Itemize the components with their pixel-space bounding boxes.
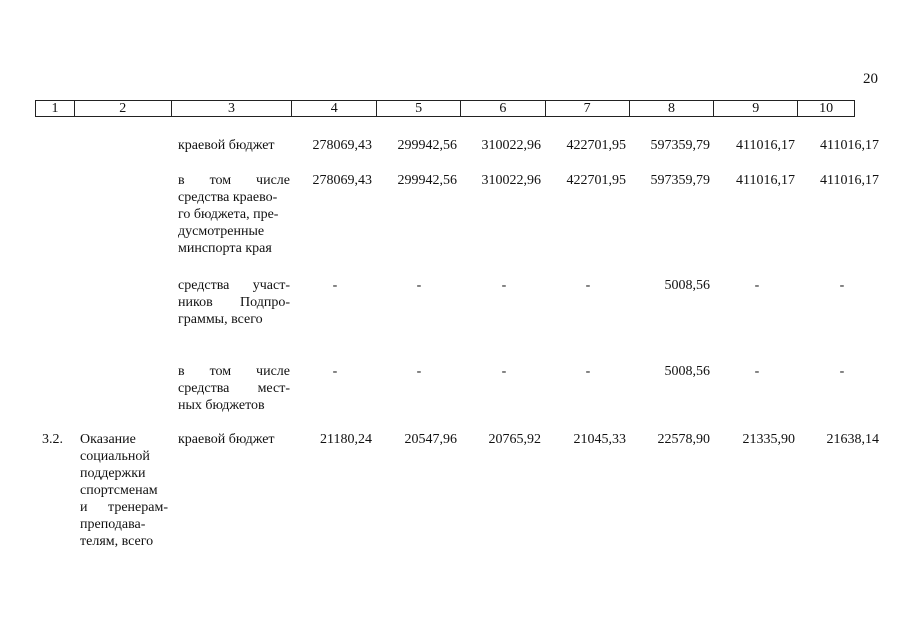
table-row-0-source — [178, 137, 290, 154]
row-0-source-text: краевой бюджет — [178, 138, 275, 153]
row-1-source-line-2: го бюджета, пре- — [178, 207, 279, 222]
row-4-name-line-5: преподава- — [80, 517, 146, 532]
header-col-5: 5 — [377, 101, 461, 116]
table-header-row — [35, 100, 855, 117]
row-2-col-5: - — [416, 278, 422, 293]
header-col-8: 8 — [630, 101, 715, 116]
row-1-col-7: 422701,95 — [566, 173, 626, 188]
row-3-col-7: - — [585, 364, 591, 379]
row-4-name-line-4: и тренерам- — [80, 500, 168, 515]
row-1-col-5: 299942,56 — [397, 173, 457, 188]
row-4-col-8: 22578,90 — [657, 432, 710, 447]
row-4-col-6: 20765,92 — [488, 432, 541, 447]
header-col-6: 6 — [461, 101, 546, 116]
row-1-source-line-4: минспорта края — [178, 241, 272, 256]
table-row-3-source — [178, 363, 290, 414]
table-row-2-source — [178, 277, 290, 328]
table-row-1-source — [178, 172, 290, 257]
row-0-col-4: 278069,43 — [312, 138, 372, 153]
header-col-10: 10 — [819, 101, 834, 116]
row-3-col-6: - — [501, 364, 507, 379]
header-col-7: 7 — [546, 101, 630, 116]
row-2-col-7: - — [585, 278, 591, 293]
row-4-col-4: 21180,24 — [320, 432, 372, 447]
row-0-col-5: 299942,56 — [397, 138, 457, 153]
row-2-col-6: - — [501, 278, 507, 293]
header-col-2: 2 — [75, 101, 172, 116]
row-4-number: 3.2. — [42, 432, 63, 447]
row-4-name-line-2: поддержки — [80, 466, 146, 481]
page-number: 20 — [863, 71, 878, 87]
row-4-col-7: 21045,33 — [573, 432, 626, 447]
row-4-col-10: 21638,14 — [826, 432, 879, 447]
row-1-col-6: 310022,96 — [481, 173, 541, 188]
row-3-col-5: - — [416, 364, 422, 379]
row-2-col-8: 5008,56 — [664, 278, 710, 293]
row-3-source-line-1: средства мест- — [178, 381, 290, 396]
row-1-source-line-0: в том числе — [178, 173, 290, 188]
row-0-col-7: 422701,95 — [566, 138, 626, 153]
row-2-source-line-2: граммы, всего — [178, 312, 263, 327]
row-2-source-line-0: средства участ- — [178, 278, 290, 293]
row-2-col-4: - — [332, 278, 338, 293]
row-3-source-line-2: ных бюджетов — [178, 398, 265, 413]
header-col-1: 1 — [36, 101, 75, 116]
header-col-4: 4 — [292, 101, 377, 116]
row-0-col-8: 597359,79 — [650, 138, 710, 153]
row-3-col-10: - — [839, 364, 845, 379]
row-0-col-10: 411016,17 — [820, 138, 879, 153]
row-2-col-9: - — [754, 278, 760, 293]
row-1-col-9: 411016,17 — [736, 173, 795, 188]
row-1-col-10: 411016,17 — [820, 173, 879, 188]
row-4-name-line-0: Оказание — [80, 432, 136, 447]
row-3-col-9: - — [754, 364, 760, 379]
row-4-col-9: 21335,90 — [742, 432, 795, 447]
row-4-name-line-1: социальной — [80, 449, 150, 464]
row-0-col-9: 411016,17 — [736, 138, 795, 153]
row-2-col-10: - — [839, 278, 845, 293]
row-4-col-5: 20547,96 — [404, 432, 457, 447]
row-3-col-4: - — [332, 364, 338, 379]
table-row-4-name — [80, 431, 168, 550]
row-1-source-line-3: дусмотренные — [178, 224, 265, 239]
row-1-col-8: 597359,79 — [650, 173, 710, 188]
row-3-source-line-0: в том числе — [178, 364, 290, 379]
row-2-source-line-1: ников Подпро- — [178, 295, 290, 310]
row-0-col-6: 310022,96 — [481, 138, 541, 153]
table-row-4-source — [178, 431, 290, 448]
row-4-name-line-3: спортсменам — [80, 483, 158, 498]
row-4-source-line-0: краевой бюджет — [178, 432, 275, 447]
row-1-col-4: 278069,43 — [312, 173, 372, 188]
row-3-col-8: 5008,56 — [664, 364, 710, 379]
header-col-9: 9 — [714, 101, 798, 116]
header-col-3: 3 — [172, 101, 293, 116]
row-4-name-line-6: телям, всего — [80, 534, 154, 549]
row-1-source-line-1: средства краево- — [178, 190, 278, 205]
